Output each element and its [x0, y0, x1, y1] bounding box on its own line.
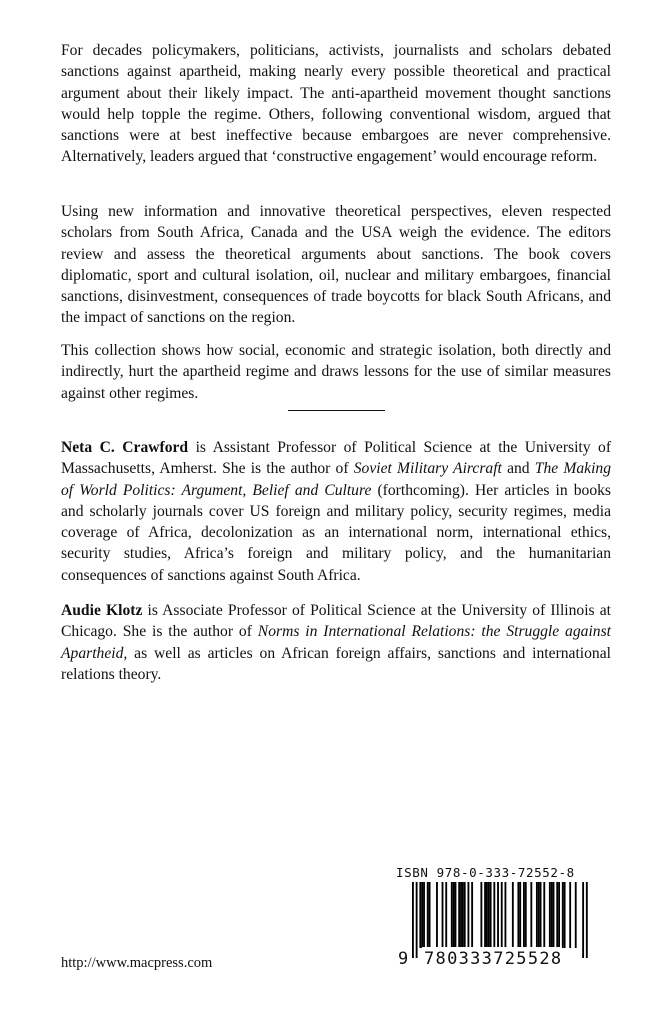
- barcode-bar: [517, 882, 519, 948]
- barcode-guard-bar: [582, 882, 584, 958]
- bio-crawford-text-3: (forthcoming). Her articles in books and scholarly journals cover US foreign and military policy, security regimes, media coverage of Africa, decolonization as an international norm, international ethics, security studies, Africa’s foreign and military policy, and the humanitarian consequences of sanctions against South Africa.: [61, 481, 611, 584]
- barcode-guard-bar: [586, 882, 588, 958]
- bio-klotz-text-2: as well as articles on African foreign affairs, sanctions and international relations theory.: [61, 644, 611, 683]
- barcode-bar: [471, 882, 473, 948]
- barcode-bar: [569, 882, 571, 948]
- barcode-bar: [458, 882, 460, 948]
- barcode-bar: [553, 882, 555, 948]
- author-bio-klotz: [61, 600, 611, 685]
- bio-crawford-text-2: and: [501, 460, 535, 478]
- barcode-bar: [536, 882, 538, 948]
- barcode-bar: [551, 882, 553, 948]
- barcode-bar: [464, 882, 466, 948]
- barcode-bar: [490, 882, 492, 948]
- section-divider: [288, 410, 385, 411]
- barcode-bar: [505, 882, 507, 948]
- barcode-bar: [575, 882, 577, 948]
- blurb-text-2: Using new information and innovative theoretical perspectives, eleven respected scholars from South Africa, Canada and the USA weigh the evidence. The editors review and assess the theoretical arguments about sanctions. The book covers diplomatic, sport and cultural isolation, oil, nuclear and military embargoes, financial sanctions, disinvestment, consequences of trade boycotts for black South Africans, and the impact of sanctions on the region.: [61, 203, 611, 327]
- barcode-bar: [442, 882, 444, 948]
- blurb-paragraph-2: [61, 201, 611, 329]
- barcode-bar: [462, 882, 464, 948]
- barcode-bar: [480, 882, 482, 948]
- blurb-paragraph-1: [61, 40, 611, 168]
- barcode-bar: [564, 882, 566, 948]
- barcode-bars: [396, 882, 606, 990]
- barcode-guard-bar: [416, 882, 418, 958]
- barcode-bar: [423, 882, 425, 948]
- book-title-norms-in-international-relations: Norms in International Relations: the Struggle against Apartheid,: [61, 623, 611, 662]
- barcode-bar: [445, 882, 447, 948]
- ean-digits: 780333725528: [424, 949, 563, 969]
- barcode-bar: [538, 882, 540, 948]
- barcode-bar: [484, 882, 486, 948]
- barcode-bar: [488, 882, 490, 948]
- barcode-bar: [530, 882, 532, 948]
- bio-text-klotz: [61, 600, 611, 685]
- barcode-bar: [436, 882, 438, 948]
- barcode-bar: [523, 882, 525, 948]
- barcode-bar: [421, 882, 423, 948]
- barcode-guard-bar: [412, 882, 414, 958]
- bio-text-crawford: [61, 437, 611, 586]
- barcode-bar: [558, 882, 560, 948]
- blurb-text-3: This collection shows how social, economic and strategic isolation, both directly and indirectly, hurt the apartheid regime and draws lessons for the use of similar measures against other regimes.: [61, 342, 611, 402]
- barcode-bar: [486, 882, 488, 948]
- barcode-bar: [519, 882, 521, 948]
- blurb-paragraph-3: [61, 340, 611, 404]
- barcode-bar: [453, 882, 455, 948]
- author-bio-crawford: [61, 437, 611, 586]
- publisher-website[interactable]: http://www.macpress.com: [61, 955, 213, 971]
- ean-first-digit: 9: [398, 949, 409, 969]
- isbn-label: ISBN 978-0-333-72552-8: [396, 865, 575, 880]
- barcode-bar: [493, 882, 495, 948]
- barcode-bar: [451, 882, 453, 948]
- barcode-bar: [540, 882, 542, 948]
- book-title-making-of-world-politics: The Making of World Politics: Argument, Belief and Culture: [61, 460, 611, 499]
- author-name-crawford: Neta C. Crawford: [61, 439, 189, 456]
- barcode-bar: [427, 882, 429, 948]
- book-title-soviet-military-aircraft: Soviet Military Aircraft: [353, 460, 502, 478]
- blurb-text-1: For decades policymakers, politicians, activists, journalists and scholars debated sanctions against apartheid, making nearly every possible theoretical and practical argument about their likely impact. The anti-apartheid movement thought sanctions would help topple the regime. Others, following conventional wisdom, argued that sanctions were at best ineffective because embargoes are never comprehensive. Alternatively, leaders argued that ‘constructive engagement’ would encourage reform.: [61, 42, 611, 166]
- barcode-bar: [549, 882, 551, 948]
- barcode-bar: [419, 882, 421, 948]
- barcode-bar: [455, 882, 457, 948]
- bio-crawford-text-1: is Assistant Professor of Political Science at the University of Massachusetts, Amherst. She is the author of: [61, 439, 612, 478]
- barcode-bar: [429, 882, 431, 948]
- barcode-bar: [468, 882, 470, 948]
- barcode-bar: [543, 882, 545, 948]
- barcode-bar: [460, 882, 462, 948]
- barcode-bar: [525, 882, 527, 948]
- barcode-bar: [562, 882, 564, 948]
- isbn-barcode: [396, 865, 606, 990]
- bio-klotz-text-1: is Associate Professor of Political Science at the University of Illinois at Chicago. She is the author of: [61, 602, 611, 641]
- barcode-bar: [556, 882, 558, 948]
- author-name-klotz: Audie Klotz: [61, 602, 143, 619]
- barcode-bar: [512, 882, 514, 948]
